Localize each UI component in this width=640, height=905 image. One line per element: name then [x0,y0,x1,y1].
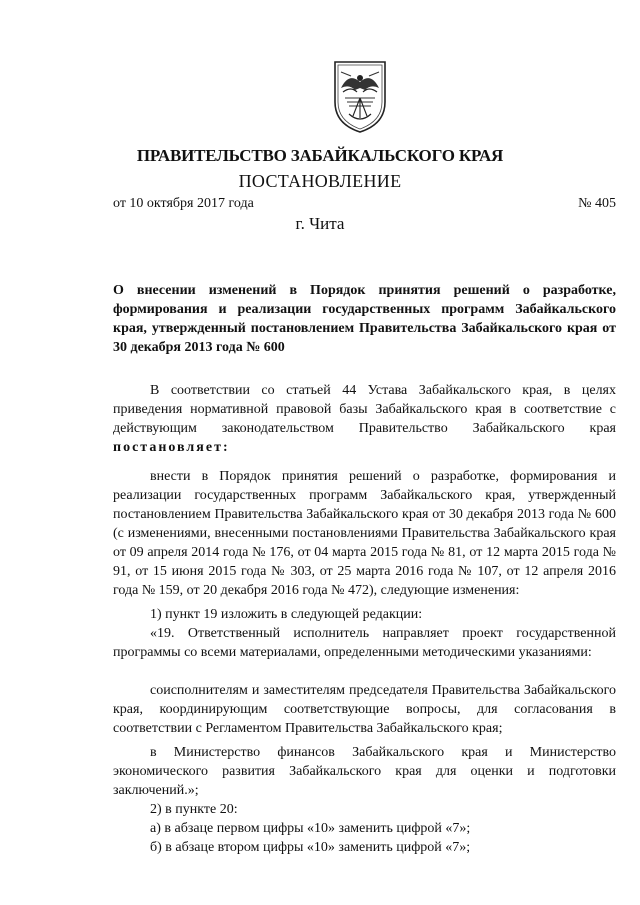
government-name: ПРАВИТЕЛЬСТВО ЗАБАЙКАЛЬСКОГО КРАЯ [136,146,504,165]
item-2: 2) в пункте 20: [150,802,238,817]
document-type: ПОСТАНОВЛЕНИЕ [238,171,402,191]
sub-item-2: в Министерство финансов Забайкальского края и Министерство экономического развития Забайкальского края для оценки и подготовки заключений.»; [113,745,616,798]
preamble-text: В соответствии со статьей 44 Устава Забайкальского края, в целях приведения нормативной правовой базы Забайкальского края в соответствие с действующим законодательством Правительство Забайкальского края [113,383,616,436]
main-paragraph: внести в Порядок принятия решений о разработке, формирования и реализации государственных программ Забайкальского края, утвержденный постановлением Правительства Забайкальского края от 30 декабря 2013 года № 600 (с изменениями, внесенными постановлениями Правительства Забайкальского края от 09 апреля 2014 года № 176, от 04 марта 2015 года № 81, от 12 марта 2015 года № 91, от 15 июня 2015 года № 303, от 25 марта 2016 года № 107, от 12 апреля 2016 года № 159, от 20 декабря 2016 года № 472), следующие изменения: [113,469,616,598]
item-2a: а) в абзаце первом цифры «10» заменить цифрой «7»; [150,821,471,836]
item-2b: б) в абзаце втором цифры «10» заменить цифрой «7»; [150,840,471,855]
quoted-paragraph: «19. Ответственный исполнитель направляет проект государственной программы со всеми материалами, определенными методическими указаниями: [113,626,616,660]
coat-of-arms-icon [331,58,389,134]
resolves-word: постановляет: [113,440,230,455]
city: г. Чита [295,214,345,233]
document-title: О внесении изменений в Порядок принятия решений о разработке, формирования и реализации государственных программ Забайкальского края, утвержденный постановлением Правительства Забайкальского края от 30 декабря 2013 года № 600 [113,283,616,355]
document-date: от 10 октября 2017 года [113,196,254,211]
item-1: 1) пункт 19 изложить в следующей редакции: [150,607,423,622]
document-number: № 405 [578,196,616,211]
preamble-paragraph [113,381,616,457]
sub-item-1: соисполнителям и заместителям председателя Правительства Забайкальского края, координирующим соответствующие вопросы, для согласования в соответствии с Регламентом Правительства Забайкальского края; [113,683,616,736]
